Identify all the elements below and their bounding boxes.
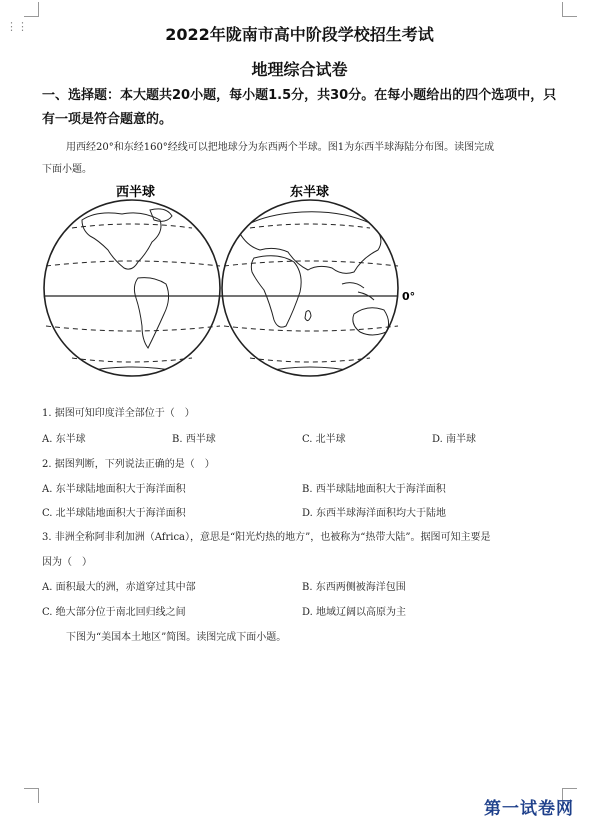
exam-subject: 地理综合试卷: [251, 60, 348, 79]
crop-mark-bottom-left: [24, 788, 39, 803]
equator-label: 0°: [402, 290, 416, 303]
section-heading-line1: 一、选择题：本大题共20小题，每小题1.5分，共30分。在每小题给出的四个选项中，只: [42, 88, 557, 103]
southeast-asia-islands-shape: [342, 283, 374, 300]
section-heading: [42, 84, 562, 132]
crop-mark-top-left: [24, 2, 39, 17]
q1-option-c[interactable]: C. 北半球: [302, 434, 346, 445]
antarctic-east: [250, 358, 370, 362]
tropic-south-west: [46, 326, 220, 331]
madagascar-shape: [305, 311, 311, 321]
q3-option-d[interactable]: D. 地域辽阔以高原为主: [302, 607, 407, 618]
q1-option-a[interactable]: A. 东半球: [42, 434, 86, 445]
q3-option-a[interactable]: A. 面积最大的洲，赤道穿过其中部: [42, 582, 196, 593]
exam-title: 2022年陇南市高中阶段学校招生考试: [165, 25, 434, 44]
crop-mark-top-right: [562, 2, 577, 17]
q3-option-b[interactable]: B. 东西两侧被海洋包围: [302, 582, 406, 593]
q1-stem: 1. 据图可知印度洋全部位于（ ）: [42, 408, 195, 419]
arctic-west: [72, 224, 192, 228]
q3-option-c[interactable]: C. 绝大部分位于南北回归线之间: [42, 607, 186, 618]
q1-option-b[interactable]: B. 西半球: [172, 434, 216, 445]
intro-paragraph-line2: 下面小题。: [42, 164, 92, 175]
east-hemisphere-label: 东半球: [290, 185, 330, 200]
intro-paragraph-line1: 用西经20°和东经160°经线可以把地球分为东西两个半球。图1为东西半球海陆分布图。读图完成: [66, 142, 495, 153]
q2-option-b[interactable]: B. 西半球陆地面积大于海洋面积: [302, 484, 446, 495]
tropic-north-west: [46, 261, 220, 266]
arctic-east: [250, 224, 370, 228]
q1-option-d[interactable]: D. 南半球: [432, 434, 477, 445]
intro-paragraph-2: 下图为“美国本土地区”简图。读图完成下面小题。: [66, 632, 287, 643]
australia-shape: [353, 308, 389, 335]
q2-option-d[interactable]: D. 东西半球海洋面积均大于陆地: [302, 508, 447, 519]
q3-stem-line1: 3. 非洲全称阿非利加洲（Africa），意思是“阳光灼热的地方”，也被称为“热带大陆”。据图可知主要是: [42, 532, 491, 543]
brand-watermark: 第一试卷网: [484, 799, 574, 819]
tropic-south-east: [224, 326, 398, 331]
eastern-hemisphere-circle: [222, 200, 398, 376]
hemisphere-map: [42, 180, 422, 390]
q2-option-a[interactable]: A. 东半球陆地面积大于海洋面积: [42, 484, 186, 495]
q2-option-c[interactable]: C. 北半球陆地面积大于海洋面积: [42, 508, 186, 519]
africa-shape: [251, 256, 301, 327]
south-america-shape: [134, 278, 168, 348]
greenland-shape: [150, 209, 172, 221]
tropic-north-east: [224, 261, 398, 266]
west-hemisphere-label: 西半球: [116, 185, 156, 200]
europe-asia-shape: [238, 212, 381, 274]
section-heading-line2: 有一项是符合题意的。: [42, 112, 173, 127]
antarctic-west: [72, 358, 192, 362]
q3-stem-line2: 因为（ ）: [42, 557, 92, 568]
q2-stem: 2. 据图判断，下列说法正确的是（ ）: [42, 459, 215, 470]
western-hemisphere-circle: [44, 200, 220, 376]
drag-handle-icon[interactable]: ⋮⋮: [6, 20, 28, 33]
